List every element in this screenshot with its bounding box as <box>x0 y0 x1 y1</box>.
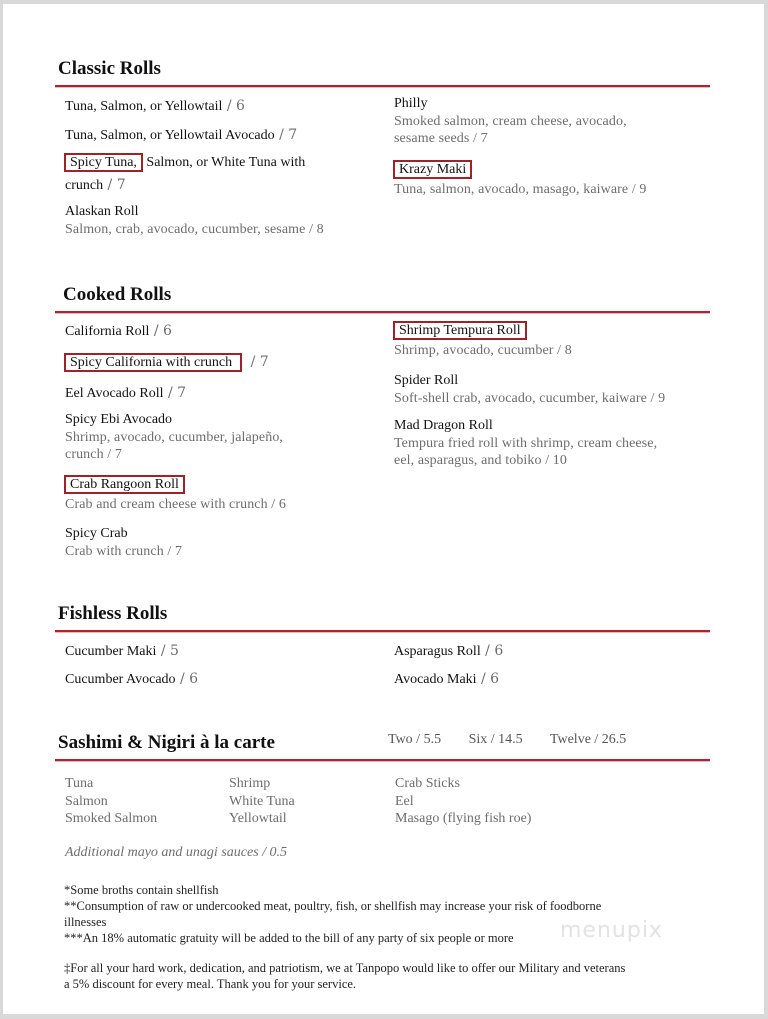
highlighted-name: Spicy California with crunch <box>64 353 242 372</box>
price-two: Two / 5.5 <box>388 732 442 747</box>
menu-item: Tuna, Salmon, or Yellowtail Avocado / 7 <box>65 127 298 143</box>
menu-item: Cucumber Avocado / 6 <box>65 671 199 687</box>
section-title: Fishless Rolls <box>58 603 168 624</box>
menu-item: Spicy Crab Crab with crunch / 7 <box>65 526 183 559</box>
menu-item: Eel Avocado Roll / 7 <box>65 385 187 401</box>
footnotes: *Some broths contain shellfish **Consumption of raw or undercooked meat, poultry, fish, or shellfish may increase your risk of foodborne illnesses ***An 18% automatic gratuity will be added to the bill of any party of six people or more ‡For all your hard work, dedication, and patriotism, we at Tanpopo would like to offer our Military and veterans a 5% discount for every meal. Thank you for your service. <box>64 883 626 991</box>
section-divider <box>55 630 710 632</box>
highlighted-name: Spicy Tuna, <box>64 153 143 172</box>
section-divider <box>55 759 710 761</box>
highlighted-name: Shrimp Tempura Roll <box>393 321 527 340</box>
menu-item: Spicy California with crunch / 7 <box>65 351 395 372</box>
section-title: Classic Rolls <box>58 58 161 79</box>
section-sashimi-nigiri <box>55 732 710 761</box>
menu-item: Shrimp Tempura Roll Shrimp, avocado, cucumber / 8 <box>394 323 572 358</box>
section-classic-rolls <box>55 58 710 87</box>
menu-item: Avocado Maki / 6 <box>394 671 500 687</box>
sashimi-column-2: Shrimp White Tuna Yellowtail <box>229 776 295 826</box>
menu-item: California Roll / 6 <box>65 323 172 339</box>
sauce-note: Additional mayo and unagi sauces / 0.5 <box>65 845 288 860</box>
menu-item: Philly Smoked salmon, cream cheese, avocado, sesame seeds / 7 <box>394 96 627 146</box>
highlighted-name: Crab Rangoon Roll <box>64 475 185 494</box>
menu-item: Tuna, Salmon, or Yellowtail / 6 <box>65 98 245 114</box>
menu-item: Spicy Ebi Avocado Shrimp, avocado, cucumber, jalapeño, crunch / 7 <box>65 412 284 462</box>
section-divider <box>55 85 710 87</box>
menu-item: Crab Rangoon Roll Crab and cream cheese with crunch / 6 <box>65 477 286 512</box>
section-title: Sashimi & Nigiri à la carte <box>58 732 275 753</box>
menu-item: Cucumber Maki / 5 <box>65 643 179 659</box>
section-divider <box>55 311 710 313</box>
piece-price-list <box>388 732 650 748</box>
section-fishless-rolls <box>55 603 710 632</box>
price-twelve: Twelve / 26.5 <box>549 732 627 747</box>
highlighted-name: Krazy Maki <box>393 160 472 179</box>
price-six: Six / 14.5 <box>468 732 523 747</box>
menu-item: Spicy Tuna, Salmon, or White Tuna with crunch / 7 <box>65 155 306 193</box>
watermark-logo: menupix <box>560 918 663 943</box>
menu-item: Krazy Maki Tuna, salmon, avocado, masago, kaiware / 9 <box>394 162 647 197</box>
sashimi-column-1: Tuna Salmon Smoked Salmon <box>65 776 158 826</box>
section-title: Cooked Rolls <box>63 284 172 305</box>
menu-item: Asparagus Roll / 6 <box>394 643 504 659</box>
section-cooked-rolls <box>55 284 710 313</box>
menu-item: Mad Dragon Roll Tempura fried roll with shrimp, cream cheese, eel, asparagus, and tobiko / 10 <box>394 418 658 468</box>
menu-item: Alaskan Roll Salmon, crab, avocado, cucumber, sesame / 8 <box>65 204 324 237</box>
menu-item: Spider Roll Soft-shell crab, avocado, cucumber, kaiware / 9 <box>394 373 666 406</box>
sashimi-column-3: Crab Sticks Eel Masago (flying fish roe) <box>395 776 532 826</box>
